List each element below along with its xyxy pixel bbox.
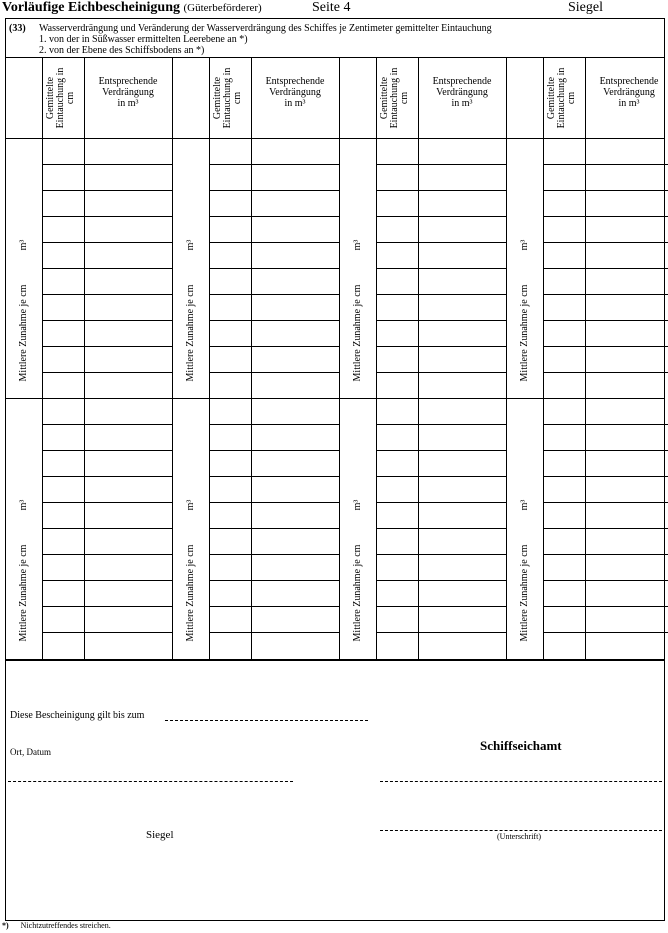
footnote-text: Nichtzutreffendes streichen. xyxy=(20,921,111,930)
table-row xyxy=(209,164,339,165)
form-frame xyxy=(5,18,665,921)
mean-increase-label: Mittlere Zunahme je cm xyxy=(518,544,530,642)
draft-header-line: Eintauchung in xyxy=(55,67,66,129)
unit-label: m³ xyxy=(184,499,196,511)
table-row xyxy=(42,632,172,633)
table-row xyxy=(376,632,506,633)
table-row xyxy=(543,476,668,477)
unit-label: m³ xyxy=(351,499,363,511)
title-text: Vorläufige Eichbescheinigung xyxy=(2,0,181,15)
table-row xyxy=(376,320,506,321)
table-row xyxy=(543,320,668,321)
unit-label: m³ xyxy=(351,239,363,251)
table-row xyxy=(376,476,506,477)
displacement-column-header xyxy=(418,76,506,109)
section-header xyxy=(5,18,665,58)
table-row xyxy=(209,424,339,425)
table-row xyxy=(209,242,339,243)
table-row xyxy=(376,606,506,607)
draft-header-line: cm xyxy=(232,91,243,105)
place-date-label: Ort, Datum xyxy=(10,747,51,757)
group-divider xyxy=(506,58,507,659)
table-row xyxy=(376,190,506,191)
table-row xyxy=(209,268,339,269)
table-row xyxy=(42,164,172,165)
page-title xyxy=(2,0,262,16)
draft-column-header xyxy=(213,63,247,133)
table-row xyxy=(42,424,172,425)
table-row xyxy=(209,476,339,477)
table-row xyxy=(42,268,172,269)
column-divider xyxy=(585,58,586,659)
draft-column-header xyxy=(547,63,581,133)
displacement-header-line: Verdrängung xyxy=(269,87,321,98)
signature-label: (Unterschrift) xyxy=(497,832,541,841)
table-row xyxy=(376,450,506,451)
section-number: (33) xyxy=(9,23,26,34)
table-row xyxy=(42,346,172,347)
table-row xyxy=(42,372,172,373)
unit-label: m³ xyxy=(518,499,530,511)
column-divider xyxy=(42,58,43,659)
displacement-header-line: in m³ xyxy=(618,98,640,109)
table-row xyxy=(543,606,668,607)
table-row xyxy=(42,476,172,477)
table-row xyxy=(376,424,506,425)
displacement-header-line: Verdrängung xyxy=(102,87,154,98)
column-divider xyxy=(543,58,544,659)
table-row xyxy=(209,372,339,373)
section-option-2: 2. von der Ebene des Schiffsbodens an *) xyxy=(39,45,205,56)
draft-header-line: Gemittelte xyxy=(45,76,56,120)
displacement-header-line: Entsprechende xyxy=(432,76,492,87)
table-row xyxy=(543,268,668,269)
draft-header-line: Gemittelte xyxy=(379,76,390,120)
unit-label: m³ xyxy=(17,499,29,511)
displacement-header-line: Entsprechende xyxy=(599,76,659,87)
footnote-mark: *) xyxy=(2,921,9,930)
table-row xyxy=(543,528,668,529)
valid-until-label: Diese Bescheinigung gilt bis zum xyxy=(10,710,145,721)
table-row xyxy=(209,502,339,503)
table-row xyxy=(543,190,668,191)
table-row xyxy=(376,268,506,269)
table-row xyxy=(42,528,172,529)
table-row xyxy=(209,606,339,607)
table-row xyxy=(209,450,339,451)
table-row xyxy=(209,528,339,529)
table-row xyxy=(42,216,172,217)
page-number: Seite 4 xyxy=(312,0,351,15)
table-row xyxy=(209,554,339,555)
table-row xyxy=(376,528,506,529)
table-header-divider xyxy=(5,138,665,139)
table-row xyxy=(42,320,172,321)
table-row xyxy=(42,502,172,503)
mean-increase-label: Mittlere Zunahme je cm xyxy=(351,284,363,382)
authority-name: Schiffseichamt xyxy=(480,738,562,753)
table-row xyxy=(376,580,506,581)
table-row xyxy=(42,294,172,295)
mean-increase-label: Mittlere Zunahme je cm xyxy=(17,544,29,642)
table-row xyxy=(543,294,668,295)
footer-seal-label: Siegel xyxy=(146,829,174,841)
unit-label: m³ xyxy=(17,239,29,251)
table-row xyxy=(209,580,339,581)
column-divider xyxy=(209,58,210,659)
section-title: Wasserverdrängung und Veränderung der Wasserverdrängung des Schiffes je Zentimeter gemittelter Eintauchung xyxy=(39,23,492,34)
table-row xyxy=(209,216,339,217)
draft-header-line: Gemittelte xyxy=(212,76,223,120)
section-option-1: 1. von der in Süßwasser ermittelten Leerebene an *) xyxy=(39,34,248,45)
footer-divider xyxy=(5,659,665,661)
table-row xyxy=(543,424,668,425)
displacement-column-header xyxy=(251,76,339,109)
table-row xyxy=(209,632,339,633)
mean-increase-label: Mittlere Zunahme je cm xyxy=(184,284,196,382)
table-row xyxy=(42,242,172,243)
table-row xyxy=(42,450,172,451)
table-row xyxy=(543,554,668,555)
draft-header-line: Gemittelte xyxy=(546,76,557,120)
table-row xyxy=(42,554,172,555)
table-row xyxy=(42,606,172,607)
table-row xyxy=(543,632,668,633)
mean-increase-label: Mittlere Zunahme je cm xyxy=(518,284,530,382)
draft-header-line: Eintauchung in xyxy=(556,67,567,129)
table-row xyxy=(376,346,506,347)
column-divider xyxy=(251,58,252,659)
displacement-column-header xyxy=(585,76,668,109)
table-row xyxy=(376,294,506,295)
draft-column-header xyxy=(380,63,414,133)
table-row xyxy=(543,502,668,503)
table-row xyxy=(42,580,172,581)
draft-header-line: Eintauchung in xyxy=(222,67,233,129)
draft-header-line: cm xyxy=(65,91,76,105)
table-row xyxy=(543,372,668,373)
displacement-header-line: Entsprechende xyxy=(98,76,158,87)
group-divider xyxy=(339,58,340,659)
table-row xyxy=(543,346,668,347)
displacement-column-header xyxy=(84,76,172,109)
table-row xyxy=(209,346,339,347)
footnote xyxy=(2,921,111,930)
group-divider xyxy=(172,58,173,659)
displacement-header-line: in m³ xyxy=(284,98,306,109)
column-divider xyxy=(418,58,419,659)
unit-label: m³ xyxy=(184,239,196,251)
table-row xyxy=(376,554,506,555)
table-row xyxy=(543,450,668,451)
column-divider xyxy=(84,58,85,659)
table-row xyxy=(543,580,668,581)
displacement-header-line: Verdrängung xyxy=(603,87,655,98)
table-row xyxy=(376,502,506,503)
displacement-header-line: in m³ xyxy=(451,98,473,109)
valid-until-field[interactable] xyxy=(165,720,368,721)
table-row xyxy=(376,164,506,165)
mean-increase-label: Mittlere Zunahme je cm xyxy=(351,544,363,642)
table-row xyxy=(543,216,668,217)
draft-header-line: cm xyxy=(399,91,410,105)
table-mid-divider xyxy=(5,398,665,399)
table-row xyxy=(209,320,339,321)
table-row xyxy=(209,190,339,191)
authority-line[interactable] xyxy=(380,781,662,782)
table-row xyxy=(376,242,506,243)
header-seal-label: Siegel xyxy=(568,0,603,15)
place-date-field[interactable] xyxy=(8,781,293,782)
signature-field[interactable] xyxy=(380,830,662,831)
table-row xyxy=(376,216,506,217)
displacement-header-line: in m³ xyxy=(117,98,139,109)
table-row xyxy=(42,190,172,191)
table-row xyxy=(209,294,339,295)
draft-column-header xyxy=(46,63,80,133)
mean-increase-label: Mittlere Zunahme je cm xyxy=(184,544,196,642)
unit-label: m³ xyxy=(518,239,530,251)
column-divider xyxy=(376,58,377,659)
displacement-header-line: Verdrängung xyxy=(436,87,488,98)
table-row xyxy=(543,242,668,243)
draft-header-line: Eintauchung in xyxy=(389,67,400,129)
table-row xyxy=(543,164,668,165)
displacement-header-line: Entsprechende xyxy=(265,76,325,87)
draft-header-line: cm xyxy=(566,91,577,105)
table-row xyxy=(376,372,506,373)
title-subtitle: (Güterbeförderer) xyxy=(183,2,262,14)
mean-increase-label: Mittlere Zunahme je cm xyxy=(17,284,29,382)
